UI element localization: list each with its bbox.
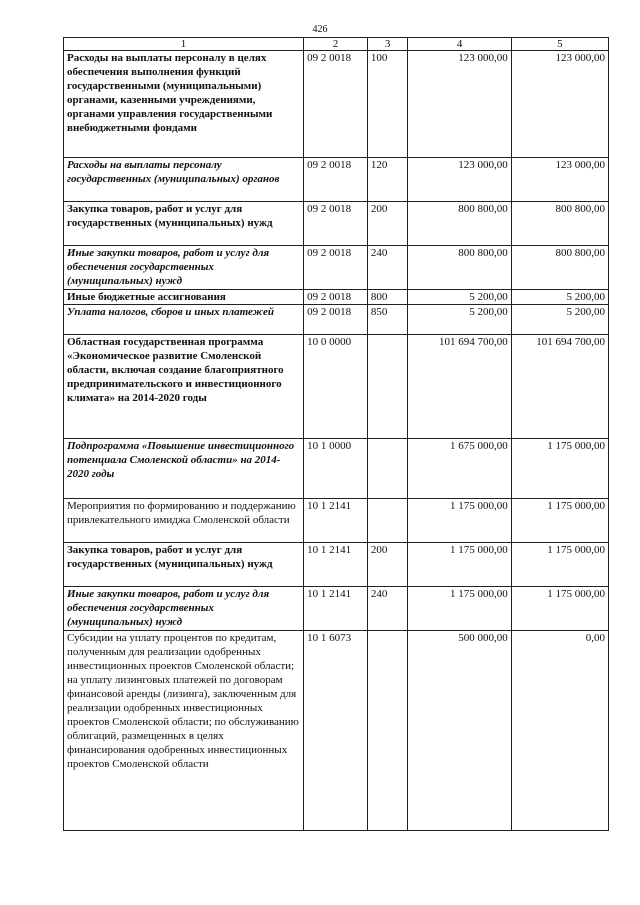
row-name: Субсидии на уплату процентов по кредитам, полученным для реализации одобренных инвестиционных проектов Смоленской области; на уплату лизинговых платежей по договорам финансовой аренды (лизинга), заключенным для реализации одобренных инвестиционных проектов Смоленской области; по обслуживанию облигаций, размещенных в целях финансирования одобренных инвестиционных проектов Смоленской области: [64, 631, 304, 831]
row-expense-type: 800: [367, 290, 408, 305]
row-amount-2: 0,00: [511, 631, 608, 831]
row-amount-1: 1 175 000,00: [408, 587, 511, 631]
row-name: Расходы на выплаты персоналу в целях обеспечения выполнения функций государственными (муниципальными) органами, казенными учреждениями, органами управления государственными внебюджетными фондами: [64, 51, 304, 158]
row-name: Областная государственная программа «Экономическое развитие Смоленской области, включая создание благоприятного предпринимательского и инвестиционного климата» на 2014-2020 годы: [64, 335, 304, 439]
row-amount-2: 5 200,00: [511, 305, 608, 335]
table-row: [64, 543, 609, 587]
table-row: [64, 202, 609, 246]
row-name: Иные закупки товаров, работ и услуг для обеспечения государственных (муниципальных) нужд: [64, 587, 304, 631]
table-row: [64, 246, 609, 290]
row-amount-1: 123 000,00: [408, 158, 511, 202]
table-row: [64, 587, 609, 631]
row-amount-2: 123 000,00: [511, 51, 608, 158]
table-row: [64, 158, 609, 202]
row-name: Уплата налогов, сборов и иных платежей: [64, 305, 304, 335]
row-amount-2: 101 694 700,00: [511, 335, 608, 439]
row-code: 10 1 0000: [304, 439, 368, 499]
header-col-4: 4: [408, 38, 511, 51]
row-code: 09 2 0018: [304, 246, 368, 290]
row-amount-2: 1 175 000,00: [511, 543, 608, 587]
row-code: 09 2 0018: [304, 305, 368, 335]
page-number: 426: [312, 24, 328, 35]
row-expense-type: 240: [367, 587, 408, 631]
row-expense-type: [367, 335, 408, 439]
row-code: 10 1 2141: [304, 499, 368, 543]
row-code: 09 2 0018: [304, 202, 368, 246]
row-name: Расходы на выплаты персоналу государственных (муниципальных) органов: [64, 158, 304, 202]
row-amount-2: 1 175 000,00: [511, 587, 608, 631]
row-amount-1: 101 694 700,00: [408, 335, 511, 439]
row-amount-1: 500 000,00: [408, 631, 511, 831]
row-amount-1: 1 175 000,00: [408, 499, 511, 543]
row-amount-1: 5 200,00: [408, 305, 511, 335]
row-expense-type: [367, 439, 408, 499]
row-name: Закупка товаров, работ и услуг для государственных (муниципальных) нужд: [64, 202, 304, 246]
row-name: Иные бюджетные ассигнования: [64, 290, 304, 305]
row-expense-type: 120: [367, 158, 408, 202]
row-amount-1: 1 175 000,00: [408, 543, 511, 587]
row-amount-2: 5 200,00: [511, 290, 608, 305]
row-amount-1: 800 800,00: [408, 246, 511, 290]
header-col-2: 2: [304, 38, 368, 51]
row-amount-1: 1 675 000,00: [408, 439, 511, 499]
row-expense-type: [367, 499, 408, 543]
row-amount-1: 800 800,00: [408, 202, 511, 246]
row-code: 10 1 2141: [304, 543, 368, 587]
header-col-3: 3: [367, 38, 408, 51]
row-expense-type: 100: [367, 51, 408, 158]
row-amount-2: 800 800,00: [511, 246, 608, 290]
row-code: 10 0 0000: [304, 335, 368, 439]
row-name: Мероприятия по формированию и поддержанию привлекательного имиджа Смоленской области: [64, 499, 304, 543]
budget-table: [63, 37, 609, 831]
row-code: 09 2 0018: [304, 290, 368, 305]
row-name: Закупка товаров, работ и услуг для государственных (муниципальных) нужд: [64, 543, 304, 587]
row-code: 10 1 6073: [304, 631, 368, 831]
row-code: 09 2 0018: [304, 158, 368, 202]
table-row: [64, 631, 609, 831]
row-amount-2: 800 800,00: [511, 202, 608, 246]
row-name: Подпрограмма «Повышение инвестиционного потенциала Смоленской области» на 2014-2020 годы: [64, 439, 304, 499]
row-expense-type: 240: [367, 246, 408, 290]
row-amount-2: 123 000,00: [511, 158, 608, 202]
table-row: [64, 499, 609, 543]
row-code: 09 2 0018: [304, 51, 368, 158]
row-amount-2: 1 175 000,00: [511, 499, 608, 543]
row-name: Иные закупки товаров, работ и услуг для обеспечения государственных (муниципальных) нужд: [64, 246, 304, 290]
row-amount-2: 1 175 000,00: [511, 439, 608, 499]
header-col-5: 5: [511, 38, 608, 51]
row-amount-1: 123 000,00: [408, 51, 511, 158]
row-expense-type: 200: [367, 543, 408, 587]
table-row: [64, 290, 609, 305]
row-expense-type: [367, 631, 408, 831]
table-row: [64, 305, 609, 335]
row-expense-type: 200: [367, 202, 408, 246]
table-header-row: [64, 38, 609, 51]
table-row: [64, 439, 609, 499]
row-code: 10 1 2141: [304, 587, 368, 631]
table-row: [64, 335, 609, 439]
table-row: [64, 51, 609, 158]
row-amount-1: 5 200,00: [408, 290, 511, 305]
row-expense-type: 850: [367, 305, 408, 335]
header-col-1: 1: [64, 38, 304, 51]
